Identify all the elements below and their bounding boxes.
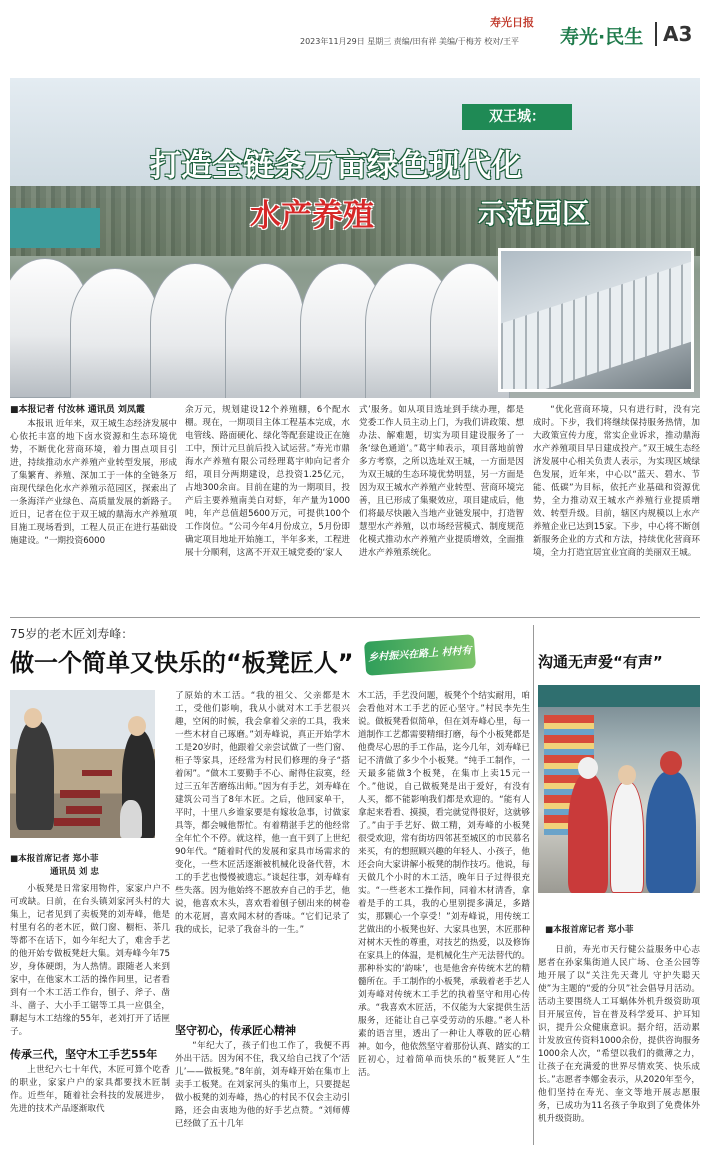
hero-badge: 双王城： [462, 104, 572, 130]
pond [10, 208, 100, 248]
shop-awning [538, 685, 700, 707]
article2-col3-text: 木工活，手艺没问题，板凳个个结实耐用，咱会看他对木工手艺的匠心坚守。”村民李先生说。做板凳看似简单，但在刘寿峰心里，每一道制作工艺都需要精细打磨，每个小板凳都是他费尽心思的手工作品，迄今几年，刘寿峰已记不清做了多少个小板凳。“纯手工制作，一天最多能做3个板凳，在集市上卖15元一个。”他说，自己做板凳是出于爱好，有没有人买，都不能影响我们都是欢迎的。“能有人拿起来看看、摸摸，看完就觉得很好，这就够了。”由于手艺好、做工精，刘寿峰的小板凳很受欢迎，常有街坊四邻甚至城区的市民慕名来买，有的想照顾兴趣的年轻人、小孩子，他还会向大家讲解小板凳的制作技巧。他说，每天做几个小时的木工活，晚年日子过得很充实。“一些老木工操作间，同着木材清香，拿着是手的工具，我的心里别提多满足，多踏实，那颗心一个享受！”刘寿峰说，用传统工艺做出的小板凳也好、大家具也罢，木匠那种对树木天性的尊重，对技艺的热爱，以及修饰在家具上的体温，是机械化生产无法替代的。那种朴实的‘韵味’，也是他舍弃传统木艺的精髓所在。手工制作的小板凳，承载着老手艺人刘寿峰对传统木工手艺的执着坚守和用心传承。“我喜欢木匠活，不仅能为大家提供生活服务，还能让自己享受劳动的乐趣。”老人朴素的语言里，透出了一种让人尊敬的匠心精神。如今，他依然坚守着那份认真、踏实的工匠初心，过着简单而快乐的“板凳匠人”生活。 [358, 691, 530, 1078]
date-line: 2023年11月29日 星期三 责编/田有祥 美编/于梅芳 校对/王平 [300, 37, 519, 46]
volunteer-head [618, 765, 636, 785]
article1-col4 [533, 404, 700, 610]
article1-col2 [185, 404, 350, 610]
hero-title-line1: 打造全链条万亩绿色现代化 [150, 148, 522, 184]
hero-aerial-photo [10, 78, 700, 398]
inset-roof [498, 255, 694, 392]
article3-body-text: 日前，寿光市天行健公益服务中心志愿者在孙家集街道人民广场、仓圣公园等地开展了以“关注先天聋儿 守护失聪天使”为主题的“爱的分贝”社会倡导月活动。活动主要围绕人工耳蜗体外机升级资助项目开展宣传，旨在普及科学爱耳、护耳知识，提升公众健康意识。据介绍，活动累计发放宣传资料1000余份，提供咨询服务1000余人次，“希望以我们的微薄之力，让孩子在充满爱的世界尽情欢笑、快乐成长。”志愿者李娜金表示，从2020年至今，他们坚持在寿光、奎文等地开展志愿服务，已成功为11名孩子争取到了免费体外机升级资助。 [538, 945, 700, 1124]
inset-greenhouse-photo [498, 248, 694, 392]
stool [82, 770, 112, 776]
article2-subhead2: 坚守初心，传承匠心精神 [175, 1024, 296, 1037]
section-divider [10, 617, 700, 618]
newspaper-logo: 寿光日报 [490, 16, 534, 29]
article2-col1b [10, 1064, 170, 1148]
carpenter-figure [16, 720, 54, 830]
hero-title-line2: 水产养殖 [250, 198, 374, 234]
article1-col3 [359, 404, 524, 610]
rural-revitalization-stamp: 乡村振兴在路上 村村有看头 [364, 634, 476, 676]
article2-col1-text: 小板凳是日常家用物件，家家户户不可或缺。日前，在台头镇刘家河头村的大集上，记者见到了卖板凳的刘寿峰，他是村里有名的老木匠，做门窗、橱柜、茶几等都不在话下，如今年纪大了，难舍手艺的他开始专做板凳赶大集。刘寿峰今年75岁，身体硬朗，为人热情。跟随老人来到家中，在他家木工活的操作间里，记者看到有一个木工活工作台，刨子、斧子、凿斗、凿子、大小手工锯等工具一应俱全，聊起与木工结缘的55年，老刘打开了话匣子。 [10, 884, 170, 1037]
page-header [0, 0, 708, 68]
resident-head [660, 751, 682, 775]
article2-subhead1: 传承三代，坚守木工手艺55年 [10, 1048, 158, 1061]
article3-body [538, 944, 700, 1148]
article2-col1b-text: 上世纪六七十年代，木匠可算个吃香的职业，家家户户的家具都要找木匠制作。近些年，随着社会科技的发展进步，先进的技术产品逐渐取代 [10, 1065, 170, 1114]
column-divider [533, 625, 534, 1145]
article2-col3 [358, 690, 530, 1148]
volunteer-figure [610, 781, 644, 893]
article1-col3-text: 式’服务。如从项目选址到手续办理，都是党委工作人员主动上门，为我们讲政策、想办法、解难题，切实为项目建设服务了一条‘绿色通道’。”葛宇帅表示，项目落地前曾多方考察，之所以选址双王城，一方面是因为双王城的生态环境优势明显，另一方面是因为双王城水产养殖产业转型、营商环境完善，且已形成了集聚效应，项目建成后，他们将最尽快融入当地产业链发展中，打造智慧型水产养殖，以市场经营模式、制度规范化模式推动水产养殖产业提质增效，全面推进水产养殖系统化。 [359, 405, 524, 558]
article1-col1-text: 本报讯 近年来，双王城生态经济发展中心依托丰富的地下卤水资源和生态环境优势，不断优化营商环境，着力围点项目引进，持续推动水产养殖产业转型发展，形成了集繁育、养殖、深加工于一体的全链条万亩现代绿色化水产养殖示范园区，探索出了一条海洋产业绿色、高质量发展的新路子。近日，记者在位于双王城的鼎海水产养殖项目施工现场看到，工程人员正在进行基础设施建设。“一期投资6000 [10, 419, 177, 546]
article2-kicker: 75岁的老木匠刘寿峰： [10, 627, 134, 641]
article1-col4-text: “优化营商环境，只有进行时，没有完成时。下步，我们将继续保持服务热情，加大政策宣传力度，常实企业诉求，推动鼎海水产养殖项目早日建成投产。”双王城生态经济发展中心相关负责人表示，为实现区域绿色发展，近年来，中心以“蓝天、碧水、节能、低碳”为目标，依托产业基础和资源优势，全力推动双王城水产养殖行业提质增效、转型升级。目前，辖区内规模以上水产养殖企业已达到15家。下步，中心将不断创新服务企业的方式和方法，持续优化营商环境，全力打造宜居宜业宜商的美丽双王城。 [533, 405, 700, 558]
page-number: A3 [655, 22, 692, 46]
article2-photo-caption: ■本报首席记者 郑小菲 [10, 854, 99, 864]
greenhouse-roof [225, 263, 305, 398]
volunteer-head [578, 757, 598, 779]
child-figure [120, 800, 142, 838]
article3-photo-caption: ■本报首席记者 郑小菲 [545, 925, 634, 935]
stool [54, 818, 100, 826]
stool [66, 806, 102, 814]
article2-col2b [175, 1040, 350, 1148]
article1-col2-text: 余万元，规划建设12个养殖棚，6个配水棚。现在，一期项目主体工程基本完成，水电管线、路面硬化、绿化等配套建设正在施工中，预计元旦前后投入试运营。”寿光市鼎海水产养殖有限公司经理葛宇帅向记者介绍，项目分两期建设，总投资1.25亿元，占地300余亩。目前在建的为一期项目，投产后主要养殖南美白对虾，年产量为1000吨，年产总值超5600万元，可提供100个工作岗位。“公司今年4月份成立，5月份即确定项目地址开始施工，半年多来，工程进展十分顺利，这离不开双王城党委的‘家人 [185, 405, 350, 558]
article2-col1 [10, 883, 170, 1041]
article2-col2b-text: “年纪大了，孩子们也工作了，我便不再外出干活。因为闲不住，我又给自己找了个‘活儿’——做板凳。”8年前，刘寿峰开始在集市上卖手工板凳。在刘家河头的集市上，只要提起做小板凳的刘寿峰，热心的村民不仅会主动引路，还会由衷地为他的好手艺点赞。“刘师傅已经做了五十几年 [175, 1041, 350, 1129]
section-title: 寿光·民生 [560, 26, 644, 48]
buyer-head [128, 716, 146, 736]
article2-col2 [175, 690, 350, 1018]
hero-title-line3: 示范园区 [478, 197, 591, 230]
volunteers-photo [538, 685, 700, 893]
article2-headline: 做一个简单又快乐的“板凳匠人” [10, 649, 354, 677]
article2-col2-text: 了原始的木工活。“我的祖父、父亲都是木工，受他们影响，我从小就对木工手艺很兴趣，空闲的时候，我会拿着父亲的工具，我来一些木材自己琢磨。”刘寿峰说，真正开始学木工是20岁时，他跟着父亲尝试做了一些门窗、柜子等家具，还经常为村民们修理的身子“搭着闲”。“做木工要勤手不心、耐得住寂寞，经过三五年苦磨练出师。”因为有手艺，刘寿峰在建筑公司当了8年木匠。之后，他回家单干，平时，十里八乡谁家要是有嫁妆急事，讨做家具等，都会喊他帮忙。有着精湛手艺的他经常全年忙个不停。就这样，他一直干到了上世纪90年代。“随着时代的发展和家具市场需求的变化，一些木匠活逐渐被机械化设备代替，木工的手艺也慢慢被遗忘。”谈起往事，刘寿峰有些失落。因为他始终不愿放弃自己的手艺，他说，他喜欢木头，喜欢看着刨子刨出来的树卷的木花屑，喜欢闻木材的香味。“它们记录了我的成长，记录了我奋斗的一生。” [175, 691, 350, 935]
resident-figure [646, 771, 696, 893]
article1-byline: ■本报记者 付汝林 通讯员 刘凤霞 [10, 405, 145, 415]
volunteer-figure [568, 773, 608, 893]
article3-headline: 沟通无声爱“有声” [538, 653, 663, 671]
carpenter-head [24, 708, 42, 728]
article2-photo-caption-2: 通讯员 刘 忠 [50, 867, 99, 877]
article1-col1 [10, 418, 177, 610]
carpenter-photo [10, 690, 155, 838]
stool [60, 790, 100, 798]
greenhouse-roof [70, 268, 160, 398]
